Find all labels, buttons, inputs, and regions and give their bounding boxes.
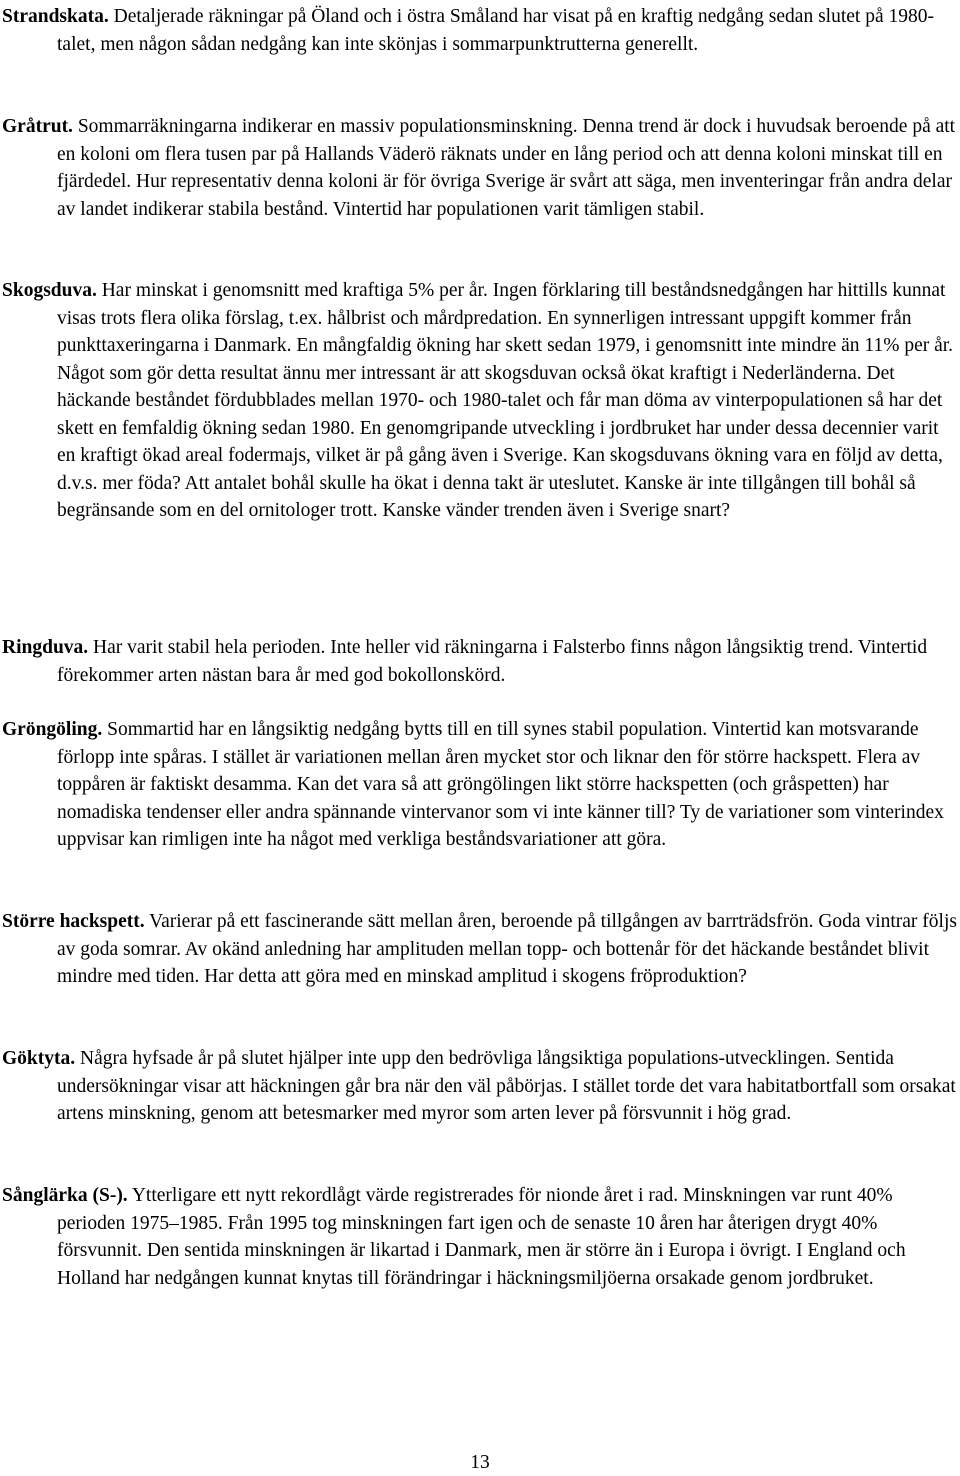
species-name: Ringduva. [2,637,89,658]
species-name: Strandskata. [2,6,109,27]
entry-skogsduva [2,277,958,525]
entry-ringduva [2,634,958,689]
species-name: Sånglärka (S-). [2,1185,128,1206]
species-text: Sommarräkningarna indikerar en massiv populationsminskning. Denna trend är dock i huvudsak beroende på att en koloni om flera tusen par på Hallands Väderö räknats under en lång period och att denna koloni minskat till en fjärdedel. Hur representativ denna koloni är för övriga Sverige är svårt att säga, men inventeringar från andra delar av landet indikerar stabila bestånd. Vintertid har populationen varit tämligen stabil. [57,116,956,220]
species-name: Större hackspett. [2,911,145,932]
species-name: Gråtrut. [2,116,73,137]
species-text: Detaljerade räkningar på Öland och i östra Småland har visat på en kraftig nedgång sedan slutet på 1980-talet, men någon sådan nedgång kan inte skönjas i sommarpunktrutterna generellt. [57,6,934,55]
species-text: Varierar på ett fascinerande sätt mellan åren, beroende på tillgången av barrträdsfrön. Goda vintrar följs av goda somrar. Av okänd anledning har amplituden mellan topp- och bottenår för det häckande beståndet blivit mindre med tiden. Har detta att göra med en minskad amplitud i skogens fröproduktion? [57,911,957,987]
entry-sanglarka [2,1182,958,1292]
entry-gratrut [2,113,958,223]
entry-storre-hackspett [2,908,958,991]
page-number: 13 [470,1452,490,1473]
species-text: Har minskat i genomsnitt med kraftiga 5% per år. Ingen förklaring till beståndsnedgången har hittills kunnat visas trots flera olika förslag, t.ex. hålbrist och mårdpredation. En synnerligen intressant uppgift kommer från punkttaxeringarna i Danmark. En mångfaldig ökning har skett sedan 1979, i genomsnitt inte mindre än 11% per år. Något som gör detta resultat ännu mer intressant är att skogsduvan också ökat kraftigt i Nederländerna. Det häckande beståndet fördubblades mellan 1970- och 1980-talet och får man döma av vinterpopulationen så har det skett en femfaldig ökning sedan 1980. En genomgripande utveckling i jordbruket har under dessa decennier varit en kraftigt ökad areal fodermajs, vilket är på gång även i Sverige. Kan skogsduvans ökning vara en följd av detta, d.v.s. mer föda? Att antalet bohål skulle ha ökat i denna takt är uteslutet. Kanske är inte tillgången till bohål så begränsande som en del ornitologer trott. Kanske vänder trenden även i Sverige snart? [57,280,954,521]
species-name: Göktyta. [2,1048,76,1069]
entry-grongoling [2,716,958,854]
species-name: Skogsduva. [2,280,97,301]
entry-strandskata [2,3,958,58]
species-text: Sommartid har en långsiktig nedgång bytts till en till synes stabil population. Vintertid kan motsvarande förlopp inte spåras. I stället är variationen mellan åren mycket stor och liknar den för större hackspett. Flera av toppåren är faktiskt desamma. Kan det vara så att gröngölingen likt större hackspetten (och gråspetten) har nomadiska tendenser eller andra spännande vintervanor som vi inte känner till? Ty de variationer som vinterindex uppvisar kan rimligen inte ha något med verkliga beståndsvariationer att göra. [57,719,944,850]
species-text: Ytterligare ett nytt rekordlågt värde registrerades för nionde året i rad. Minskningen var runt 40% perioden 1975–1985. Från 1995 tog minskningen fart igen och de senaste 10 åren har återigen drygt 40% försvunnit. Den sentida minskningen är likartad i Danmark, men är större än i Europa i övrigt. I England och Holland har nedgången kunnat knytas till förändringar i häckningsmiljöerna orsakade genom jordbruket. [57,1185,906,1289]
entry-goktyta [2,1045,958,1128]
species-text: Har varit stabil hela perioden. Inte heller vid räkningarna i Falsterbo finns någon långsiktig trend. Vintertid förekommer arten nästan bara år med god bokollonskörd. [57,637,928,686]
species-name: Gröngöling. [2,719,103,740]
species-text: Några hyfsade år på slutet hjälper inte upp den bedrövliga långsiktiga populations-utvecklingen. Sentida undersökningar visar att häckningen går bra när den väl påbörjas. I stället torde det vara habitatbortfall som orsakat artens minskning, genom att betesmarker med myror som arten lever på försvunnit i hög grad. [57,1048,956,1124]
